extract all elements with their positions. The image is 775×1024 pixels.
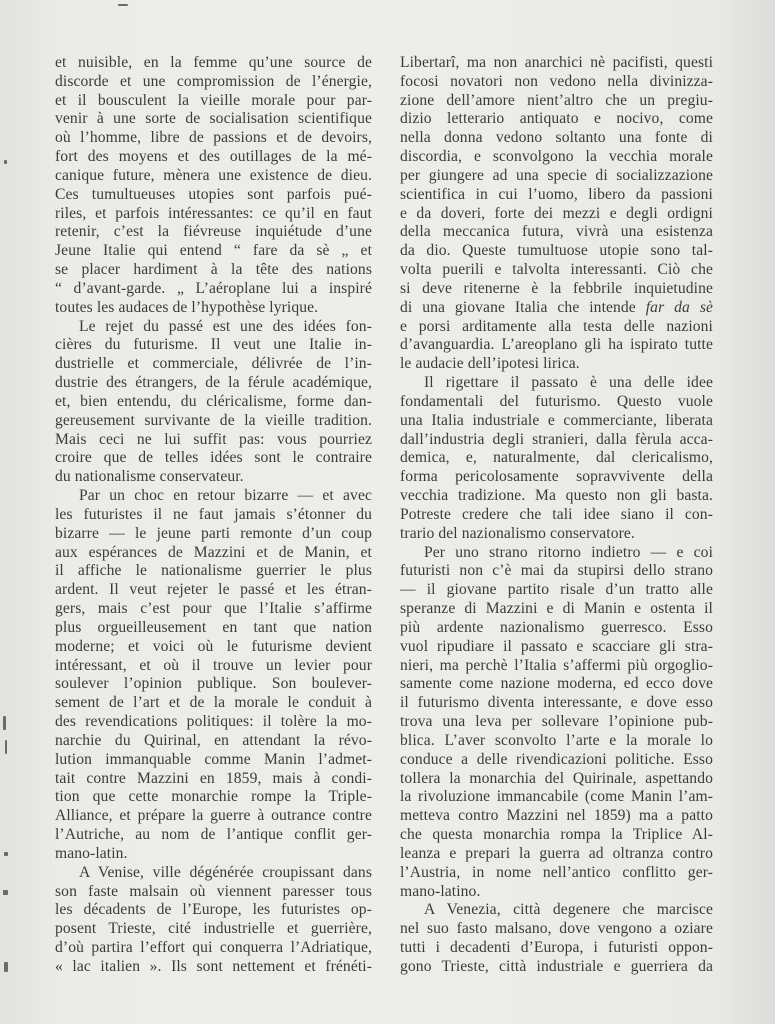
text-line <box>55 900 372 919</box>
text-line-content: futuristi non c’è mai da stupirsi dello strano <box>400 562 713 580</box>
text-line <box>55 693 372 712</box>
text-line-content: Le rejet du passé est une des idées fon- <box>79 317 372 335</box>
text-line <box>55 825 372 844</box>
text-line <box>400 448 713 467</box>
text-line-content: les futuristes il ne faut jamais s’étonner du <box>55 505 372 523</box>
text-line-content: son faste malsain où viennent paresser tous <box>55 882 372 900</box>
text-line <box>55 844 372 863</box>
text-line-content: trario del nazionalismo conservatore. <box>400 524 635 542</box>
text-line <box>55 505 372 524</box>
text-line <box>400 467 713 486</box>
text-line-content: dustrielle et commerciale, délivrée de l’in- <box>55 355 372 373</box>
text-line-content: più ardente nazionalismo guerresco. Esso <box>400 618 713 636</box>
text-line-content: cières du futurisme. Il veut une Italie in- <box>55 336 372 354</box>
text-line <box>400 279 713 298</box>
text-line-content: Per uno strano ritorno indietro — e coi <box>424 543 713 561</box>
text-line <box>400 882 713 901</box>
text-line <box>400 543 713 562</box>
text-line-content: blica. L’aver sconvolto l’arte e la morale lo <box>400 731 713 749</box>
text-line-content: vecchia tradizione. Ma questo non gli basta. <box>400 487 713 505</box>
text-line <box>400 693 713 712</box>
text-line <box>55 637 372 656</box>
text-line-content: bizarre — le jeune parti remonte d’un coup <box>55 524 372 542</box>
text-line-content: tait contre Mazzini en 1859, mais à condi- <box>55 769 372 787</box>
text-line <box>55 354 372 373</box>
text-line-content: intéressant, et où il trouve un levier pour <box>55 656 372 674</box>
text-line-content: fondamentali del futurismo. Questo vuole <box>400 392 713 410</box>
text-line <box>400 373 713 392</box>
text-line-content: mano-latino. <box>400 882 481 900</box>
scan-mark <box>4 160 7 164</box>
text-line-content: moderne; et voici où le futurisme devient <box>55 637 372 655</box>
text-line <box>400 185 713 204</box>
text-line-content: Ces tumultueuses utopies sont parfois pué- <box>55 185 372 203</box>
text-line <box>55 166 372 185</box>
text-line <box>400 844 713 863</box>
text-line-content: fort des moyens et des outillages de la mé- <box>55 148 372 166</box>
text-line <box>400 335 713 354</box>
text-line-content: dustrie des étrangers, de la férule académique, <box>55 374 372 392</box>
text-line-content: Libertarî, ma non anarchici nè pacifisti, questi <box>400 54 713 71</box>
text-line <box>55 72 372 91</box>
text-line <box>400 204 713 223</box>
text-line <box>400 72 713 91</box>
text-line <box>400 524 713 543</box>
text-line <box>55 863 372 882</box>
text-line-content: volta puerili e talvolta interessanti. Ciò che <box>400 261 713 279</box>
text-line <box>55 618 372 637</box>
text-line <box>400 430 713 449</box>
text-line <box>55 486 372 505</box>
text-line-content: sement de l’art et de la morale le conduit à <box>55 694 372 712</box>
text-line <box>55 543 372 562</box>
text-line-content: du nationalisme conservateur. <box>55 468 244 486</box>
text-line <box>55 411 372 430</box>
text-line-content: aux espérances de Mazzini et de Manin, et <box>55 543 372 561</box>
text-line-content: — il giovane partito risale d’un tratto alle <box>400 581 713 599</box>
text-line <box>55 769 372 788</box>
text-line <box>400 147 713 166</box>
text-line <box>400 957 713 976</box>
text-line-content: et il bousculent la vieille morale pour par- <box>55 91 372 109</box>
scan-mark <box>3 890 8 895</box>
text-line-content: où l’homme, libre de passions et de devoirs, <box>55 129 372 147</box>
text-line <box>400 561 713 580</box>
text-line-content: des revendications politiques: il tolère la mo- <box>55 713 372 731</box>
italic-phrase: far da sè <box>645 298 714 316</box>
text-line-content: tion que cette monarchie rompe la Triple- <box>55 788 372 806</box>
text-line <box>55 957 372 976</box>
text-line <box>55 750 372 769</box>
text-line <box>55 260 372 279</box>
text-line-content: se placer hardiment à la tête des nations <box>55 261 372 279</box>
text-line <box>55 317 372 336</box>
text-line <box>400 618 713 637</box>
text-line <box>55 430 372 449</box>
text-line <box>55 919 372 938</box>
text-line-content: nella donna vedono soltanto una fonte di <box>400 129 713 147</box>
text-line-content: d’avanguardia. L’areoplano gli ha ispirato tutte <box>400 336 713 354</box>
text-line-content: Mais ceci ne lui suffit pas: vous pourriez <box>55 430 372 448</box>
text-line-content: retenir, c’est la fiévreuse inquiétude d’une <box>55 223 372 241</box>
text-line-content: dizio letterario antiquato e nocivo, come <box>400 110 713 128</box>
text-line <box>400 505 713 524</box>
text-line <box>400 91 713 110</box>
text-line-content: d’où partira l’effort qui conquerra l’Adriatique, <box>55 939 372 956</box>
text-line <box>400 241 713 260</box>
text-line-content: lution immanquable comme Manin l’admet- <box>55 750 372 768</box>
text-line <box>55 335 372 354</box>
text-line-content: conduce a delle rivendicazioni politiche. Esso <box>400 750 713 768</box>
scan-mark <box>118 4 128 6</box>
text-line-content: samente come nazione moderna, ed ecco dove <box>400 675 713 693</box>
text-line <box>400 109 713 128</box>
text-line-content: Alliance, et prépare la guerre à outrance contre <box>55 807 372 825</box>
text-line <box>55 222 372 241</box>
text-line <box>400 656 713 675</box>
text-line <box>400 53 713 72</box>
text-line <box>400 750 713 769</box>
text-line <box>55 53 372 72</box>
text-line-content: et, bien entendu, du cléricalisme, forme dan- <box>55 392 372 410</box>
text-line <box>400 166 713 185</box>
text-line <box>55 91 372 110</box>
text-line <box>400 863 713 882</box>
text-line <box>55 109 372 128</box>
text-line <box>400 128 713 147</box>
text-line-content: che questa monarchia rompa la Triplice Al- <box>400 826 713 844</box>
text-line-content: scientifica in cui l’uomo, libero da passioni <box>400 185 713 203</box>
text-line-content: ardent. Il veut rejeter le passé et les étran- <box>55 581 372 599</box>
text-line-content: “ d’avant-garde. „ L’aéroplane lui a inspiré <box>55 279 372 297</box>
text-line-content: per giungere ad una specie di socializzazione <box>400 166 713 184</box>
text-line-content: zione dell’amore nient’altro che un pregiu- <box>400 91 713 109</box>
text-line-content: la rivoluzione immancabile (come Manin l’am- <box>400 788 713 806</box>
text-line-content: Il rigettare il passato è una delle idee <box>424 374 713 392</box>
text-line <box>55 938 372 957</box>
text-line-content: forma pericolosamente sopravvivente della <box>400 468 713 486</box>
text-line <box>55 712 372 731</box>
text-line <box>400 354 713 373</box>
text-line <box>55 392 372 411</box>
text-line <box>400 392 713 411</box>
text-line <box>55 373 372 392</box>
text-line <box>55 806 372 825</box>
text-line <box>400 674 713 693</box>
text-line-content: Jeune Italie qui entend “ fare da sè „ et <box>55 242 372 260</box>
text-line-content: dall’industria degli stranieri, dalla fèrula acca- <box>400 430 713 448</box>
text-line-content: una Italia industriale e commerciante, liberata <box>400 411 713 429</box>
text-line-content: plus orgueilleusement en tant que nation <box>55 618 372 636</box>
text-line-content: si deve ritenerne è la febbrile inquietudine <box>400 279 713 297</box>
text-line <box>400 825 713 844</box>
text-line-content: Potreste credere che tali idee siano il con- <box>400 505 713 523</box>
text-line-content: canique future, mènera une existence de dieu. <box>55 166 372 184</box>
text-line-content: gono Trieste, città industriale e guerriera da <box>400 957 713 975</box>
text-line <box>400 637 713 656</box>
text-line-content: vuol ripudiare il passato e scacciare gli stra- <box>400 637 713 655</box>
text-line-content: riles, et parfois intéressantes: ce qu’il en faut <box>55 204 372 222</box>
text-line <box>400 806 713 825</box>
text-line-content: metteva contro Mazzini nel 1859) ma a patto <box>400 807 713 825</box>
text-line <box>55 298 372 317</box>
text-line-content: soulever l’opinion publique. Son boulever- <box>55 675 372 693</box>
text-line <box>55 787 372 806</box>
text-line <box>400 787 713 806</box>
text-line <box>400 599 713 618</box>
text-line <box>55 448 372 467</box>
text-line <box>55 467 372 486</box>
text-line-content: trova una leva per sollevare l’opinione pub- <box>400 713 713 731</box>
text-line-content: toutes les audaces de l’hypothèse lyrique. <box>55 298 319 316</box>
text-line-content: e da doveri, forte dei mezzi e degli ordigni <box>400 204 713 222</box>
text-line <box>400 486 713 505</box>
text-line-content: gereusement survivante de la vieille tradition. <box>55 411 372 429</box>
text-line <box>400 411 713 430</box>
text-line-content: focosi novatori non vedono nella divinizza- <box>400 72 713 90</box>
text-line <box>55 147 372 166</box>
text-line-content: l’Autriche, au nom de l’antique conflit ger- <box>55 826 372 844</box>
text-line-content: e porsi arditamente alla testa delle nazioni <box>400 317 713 335</box>
text-line-content: « lac italien ». Ils sont nettement et frénéti- <box>55 957 372 975</box>
text-line <box>55 561 372 580</box>
text-line <box>55 128 372 147</box>
text-line-content: A Venise, ville dégénérée croupissant dans <box>79 863 372 881</box>
text-line-content: narchie du Quirinal, en attendant la révo- <box>55 731 372 749</box>
text-line-content: il futurismo diventa interessante, e dove esso <box>400 694 713 712</box>
text-line <box>55 524 372 543</box>
text-line <box>400 317 713 336</box>
text-line-content: et nuisible, en la femme qu’une source de <box>55 54 372 71</box>
text-line-content: A Venezia, città degenere che marcisce <box>424 901 713 919</box>
text-line-content: croire que de telles idées sont le contraire <box>55 449 372 467</box>
text-line-content: venir à une sorte de socialisation scientifique <box>55 110 372 128</box>
scan-mark <box>4 962 8 972</box>
text-line-content: demica, e, naturalmente, dal clericalismo, <box>400 449 713 467</box>
text-line <box>400 900 713 919</box>
text-line-content: posent Trieste, cité industrielle et guerrière, <box>55 920 372 938</box>
text-line <box>400 298 713 317</box>
text-line <box>400 769 713 788</box>
scan-mark <box>5 740 7 754</box>
text-line <box>400 260 713 279</box>
text-line <box>400 580 713 599</box>
text-line-content: tutti i decadenti d’Europa, i futuristi oppon- <box>400 939 713 956</box>
text-line <box>55 241 372 260</box>
text-line <box>55 731 372 750</box>
text-line <box>400 731 713 750</box>
text-line <box>400 222 713 241</box>
text-line <box>55 279 372 298</box>
text-line-content: l’Austria, in nome nell’antico conflitto ger- <box>400 863 713 881</box>
text-line-content: Par un choc en retour bizarre — et avec <box>79 487 372 505</box>
text-line-content: gers, mais c’est pour que l’Italie s’affirme <box>55 600 372 618</box>
scan-mark <box>4 852 8 856</box>
text-line-content: da dio. Queste tumultuose utopie sono tal- <box>400 242 713 260</box>
text-line-content: il affiche le nationalisme guerrier le plus <box>55 562 372 580</box>
text-line <box>400 938 713 957</box>
text-line <box>55 580 372 599</box>
text-line-content: tollera la monarchia del Quirinale, aspettando <box>400 769 713 787</box>
text-line-content: discordia, e sconvolgono la vecchia morale <box>400 148 713 166</box>
text-line <box>55 185 372 204</box>
text-line-content: les décadents de l’Europe, les futuristes op- <box>55 901 372 919</box>
text-line <box>400 919 713 938</box>
text-line-content: di una giovane Italia che intende <box>400 298 636 316</box>
text-line-content: discorde et une compromission de l’énergie, <box>55 72 372 90</box>
text-line <box>55 882 372 901</box>
text-line-content: leanza e prepari la guerra ad oltranza contro <box>400 844 713 862</box>
scan-mark <box>3 716 6 730</box>
text-line-content: nieri, ma perchè l’Italia s’affermi più orgoglio- <box>400 656 713 674</box>
text-line <box>55 656 372 675</box>
text-line-content: della meccanica futura, vivrà una esistenza <box>400 223 713 241</box>
text-line <box>400 712 713 731</box>
text-line-content: le audacie dell’ipotesi lirica. <box>400 355 580 373</box>
text-line-content: mano-latin. <box>55 844 128 862</box>
text-line <box>55 204 372 223</box>
text-line-content: speranze di Mazzini e di Manin e ostenta il <box>400 600 713 618</box>
text-line <box>55 599 372 618</box>
text-line <box>55 674 372 693</box>
text-line-content: nel suo fasto malsano, dove vengono a oziare <box>400 920 713 938</box>
